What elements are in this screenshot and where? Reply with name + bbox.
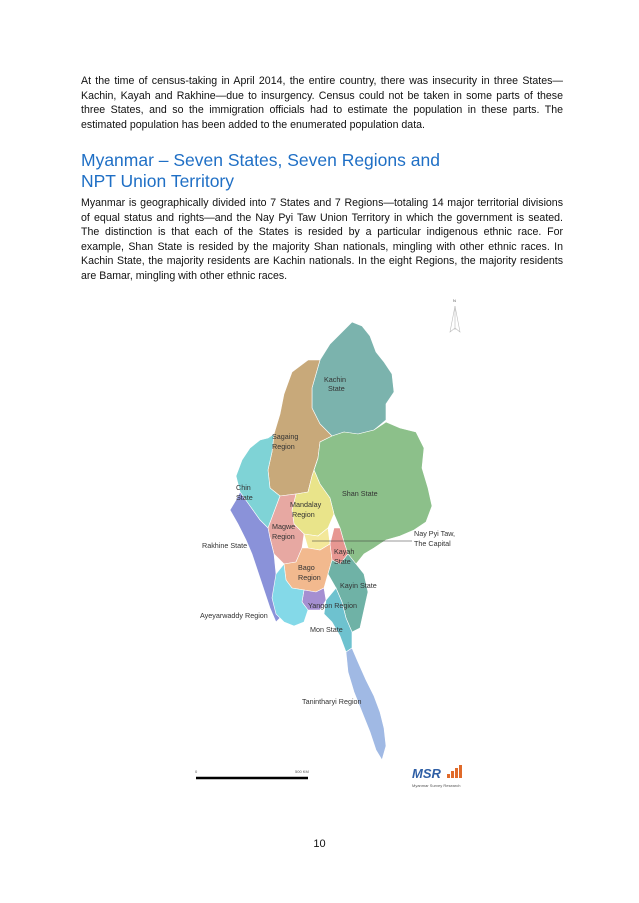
kayah-label-2: State — [334, 557, 351, 566]
section-heading-line-2: NPT Union Territory — [81, 171, 235, 191]
npt-label-2: The Capital — [414, 539, 451, 548]
npt-label-1: Nay Pyi Taw, — [414, 529, 456, 538]
kayah-label-1: Kayah — [334, 547, 355, 556]
kachin-label-2: State — [328, 384, 345, 393]
msr-logo-text: MSR — [412, 766, 441, 781]
msr-logo-subtitle: Myanmar Survey Research — [412, 783, 461, 788]
sagaing-label-2: Region — [272, 442, 295, 451]
kayin-label: Kayin State — [340, 581, 377, 590]
scale-bar — [195, 769, 309, 778]
section-heading-line-1: Myanmar – Seven States, Seven Regions and — [81, 150, 440, 170]
sagaing-label-1: Sagaing — [272, 432, 299, 441]
bago-label-2: Region — [298, 573, 321, 582]
magwe-label-1: Magwe — [272, 522, 296, 531]
intro-paragraph: At the time of census-taking in April 2014, the entire country, there was insecurity in three States—Kachin, Kayah and Rakhine—due to insurgency. Census could not be taken in some parts of these three States, and so the immigration officials had to estimate the population in these parts. The estimated population has been added to the enumerated population data. — [81, 75, 563, 131]
north-label: N — [453, 298, 456, 303]
yangon-label: Yangon Region — [308, 601, 358, 610]
chin-label-2: State — [236, 493, 253, 502]
tanintharyi-label: Tanintharyi Region — [302, 697, 362, 706]
rakhine-label: Rakhine State — [202, 541, 248, 550]
magwe-label-2: Region — [272, 532, 295, 541]
ayeyarwaddy-label: Ayeyarwaddy Region — [200, 611, 268, 620]
kachin-label-1: Kachin — [324, 375, 346, 384]
msr-logo — [412, 765, 462, 788]
section-heading — [81, 150, 563, 192]
bago-label-1: Bago — [298, 563, 315, 572]
scale-end-label: 500 KM — [295, 769, 309, 774]
body-paragraph: Myanmar is geographically divided into 7 States and 7 Regions—totaling 14 major territorial divisions of equal status and rights—and the Nay Pyi Taw Union Territory in which the government is seated. The distinction is that each of the States is resided by a particular indigenous ethnic race. For example, Shan State is resided by the majority Shan nationals, mingling with other ethnic races. In Kachin State, the majority residents are Kachin nationals. In the eight Regions, the majority residents are Bamar, mingling with other ethnic races. — [81, 197, 563, 282]
chin-label-1: Chin — [236, 483, 251, 492]
mon-label: Mon State — [310, 625, 343, 634]
mandalay-label-2: Region — [292, 510, 315, 519]
myanmar-map — [180, 292, 500, 802]
page-number: 10 — [313, 838, 326, 850]
mandalay-label-1: Mandalay — [290, 500, 322, 509]
scale-start-label: 0 — [195, 769, 198, 774]
north-arrow-icon — [450, 298, 460, 332]
shan-label: Shan State — [342, 489, 378, 498]
